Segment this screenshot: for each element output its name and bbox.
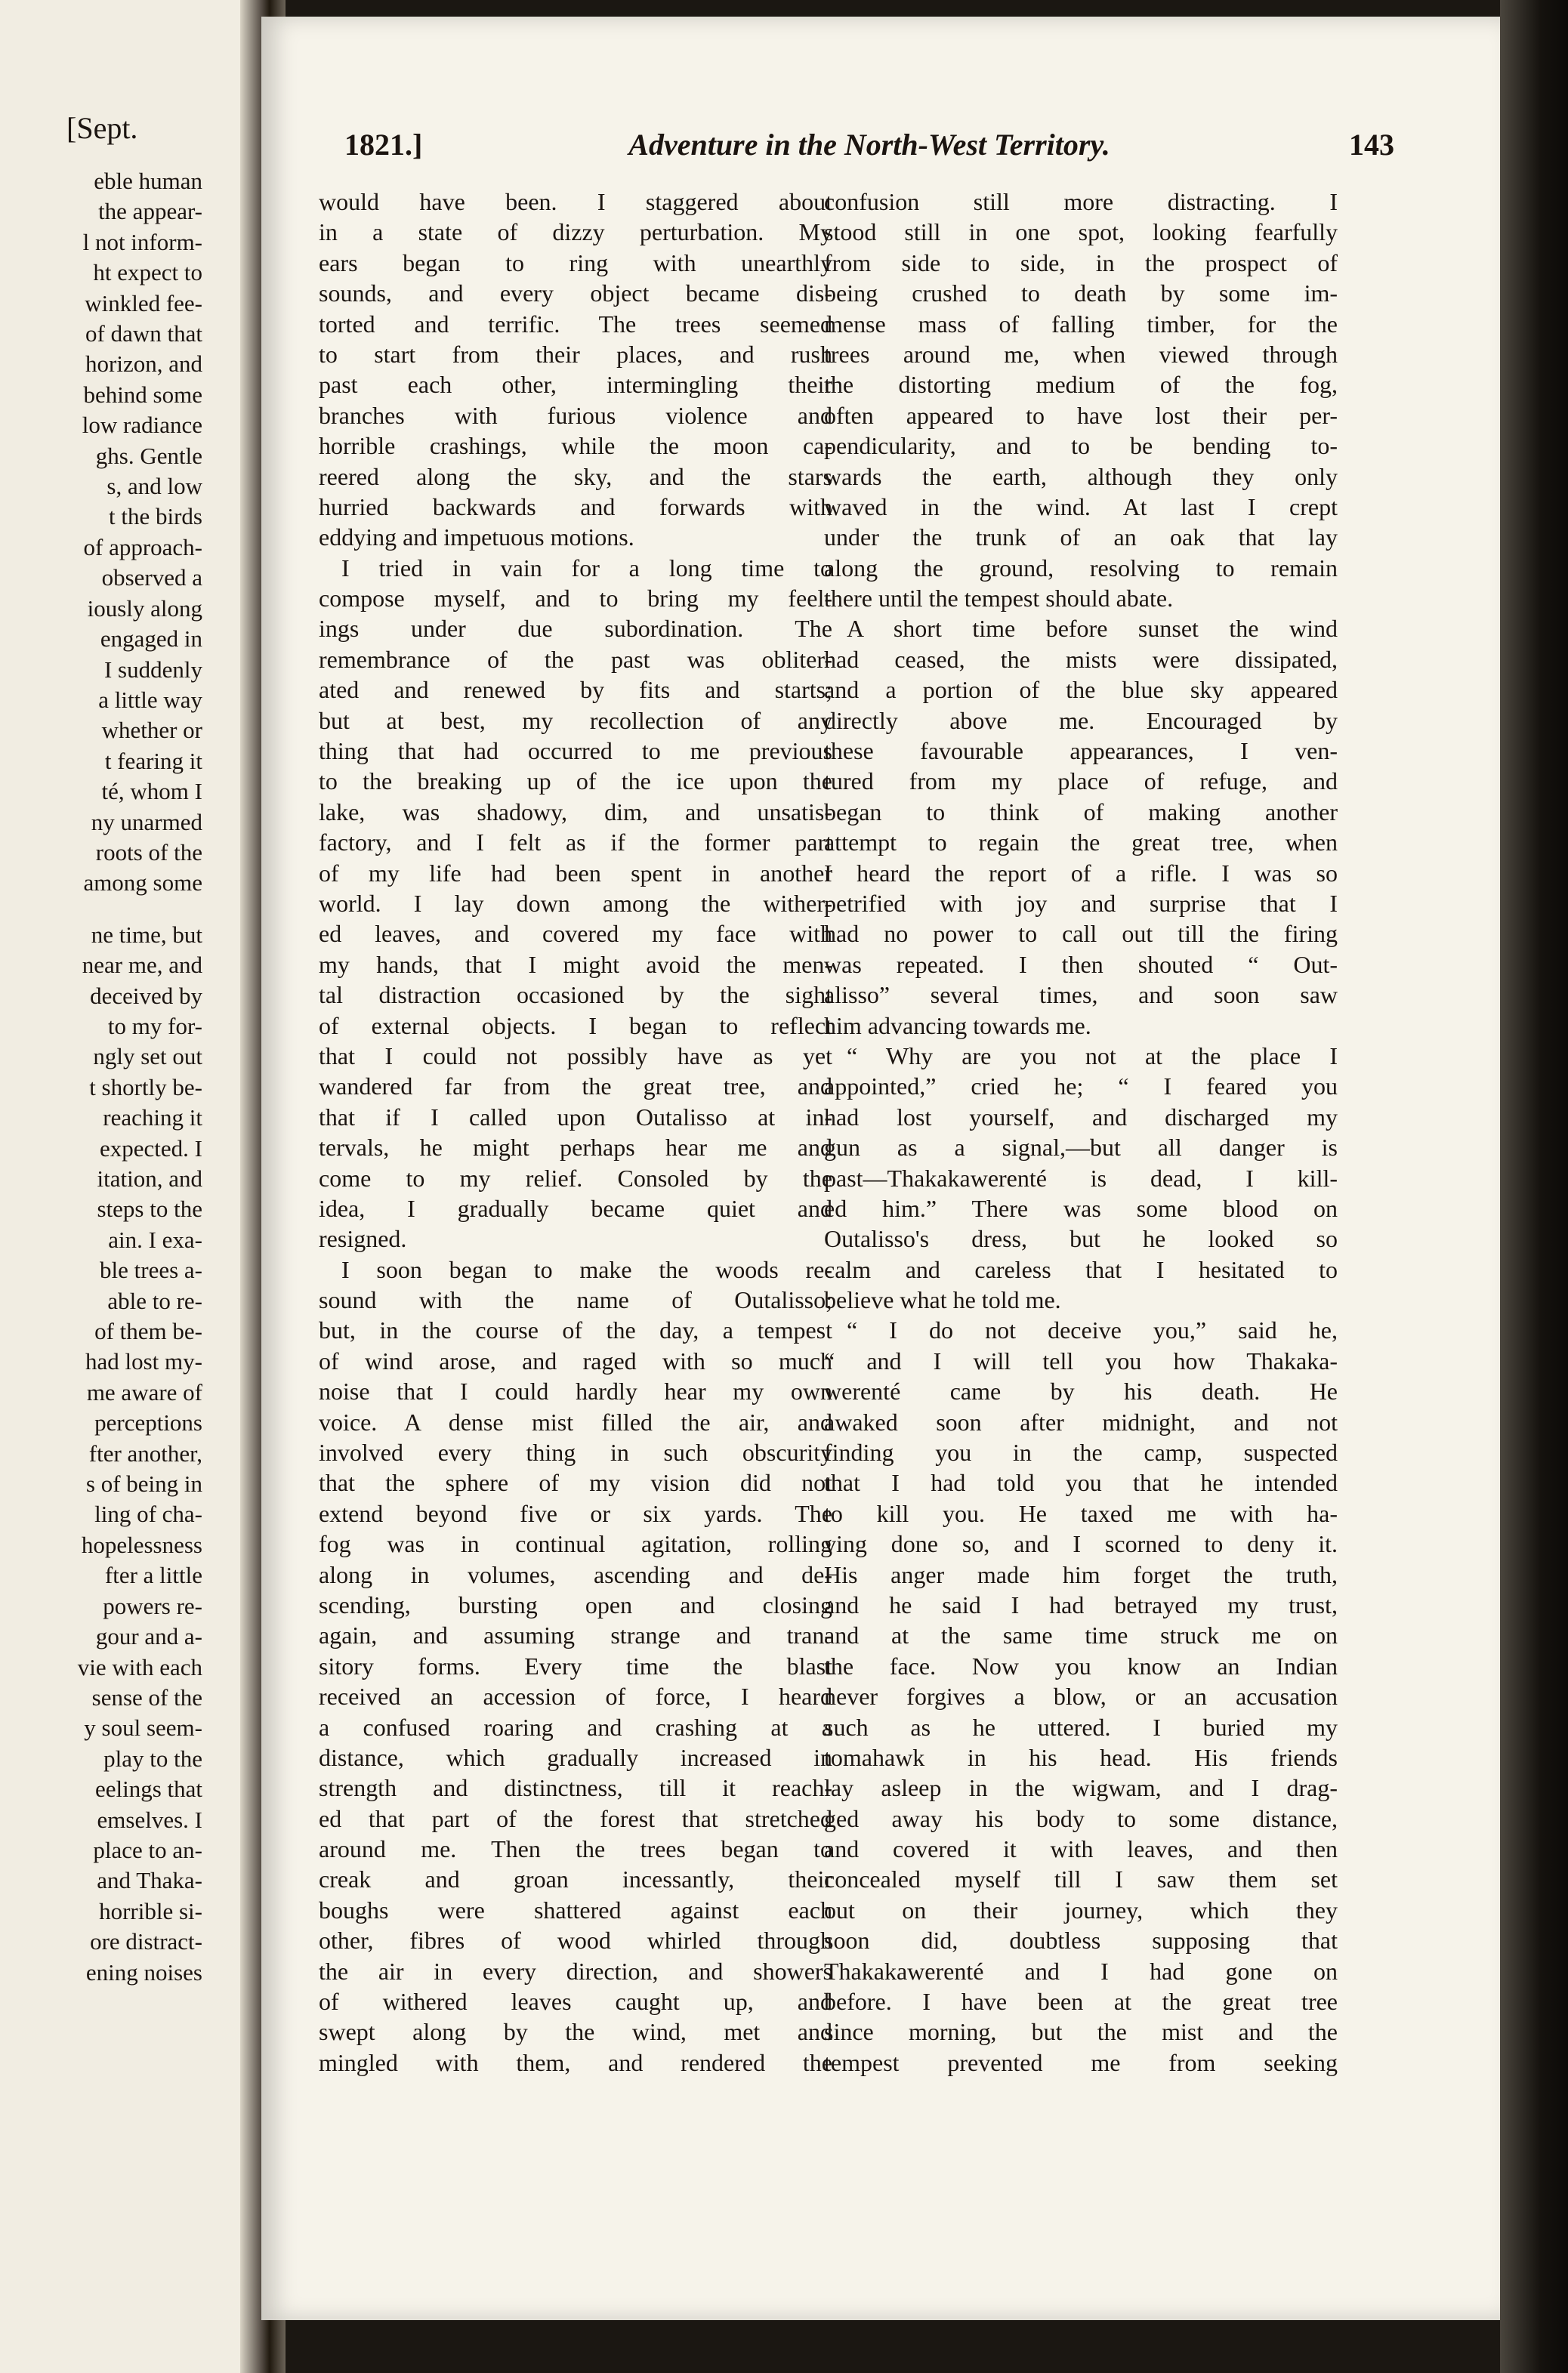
text-line: boughs were shattered against each bbox=[319, 1896, 832, 1924]
text-line: began to think of making another bbox=[824, 798, 1338, 825]
left-page-line: behind some bbox=[83, 381, 202, 408]
left-page-line: among some bbox=[83, 869, 202, 896]
text-line: of my life had been spent in another bbox=[319, 859, 832, 887]
text-line: had ceased, the mists were dissipated, bbox=[824, 645, 1338, 673]
text-line: I heard the report of a rifle. I was so bbox=[824, 859, 1338, 887]
left-page-line: ne time, but bbox=[91, 921, 202, 948]
left-page-line: sense of the bbox=[91, 1683, 202, 1711]
text-line: His anger made him forget the truth, bbox=[824, 1560, 1338, 1588]
left-page-text bbox=[0, 166, 202, 1988]
text-line: voice. A dense mist filled the air, and bbox=[319, 1408, 832, 1436]
left-page-line: ling of cha- bbox=[94, 1501, 202, 1528]
text-line: these favourable appearances, I ven- bbox=[824, 737, 1338, 765]
text-line: to kill you. He taxed me with ha- bbox=[824, 1499, 1338, 1527]
text-line: alisso” several times, and soon saw bbox=[824, 981, 1338, 1009]
left-page-line: of approach- bbox=[83, 533, 202, 560]
text-line: ated and renewed by fits and starts; bbox=[319, 676, 832, 704]
left-page-line: perceptions bbox=[94, 1409, 202, 1436]
text-line: and a portion of the blue sky appeared bbox=[824, 676, 1338, 704]
left-page-line: whether or bbox=[101, 717, 202, 744]
left-page-line: observed a bbox=[101, 564, 202, 591]
running-head bbox=[344, 130, 1394, 168]
text-line: that if I called upon Outalisso at in- bbox=[319, 1103, 832, 1131]
page bbox=[261, 17, 1500, 2320]
text-line: confusion still more distracting. I bbox=[824, 188, 1338, 215]
left-page-line: emselves. I bbox=[97, 1806, 202, 1833]
text-line: sound with the name of Outalisso; bbox=[319, 1286, 832, 1314]
left-page-line: t fearing it bbox=[104, 747, 202, 774]
text-line: distance, which gradually increased in bbox=[319, 1743, 832, 1771]
running-head-title: Adventure in the North-West Territory. bbox=[628, 128, 1110, 162]
text-line: in a state of dizzy perturbation. My bbox=[319, 218, 832, 246]
left-page-line: ore distract- bbox=[90, 1928, 202, 1955]
left-page-line: to my for- bbox=[107, 1012, 202, 1039]
text-line: creak and groan incessantly, their bbox=[319, 1865, 832, 1893]
left-page-line: l not inform- bbox=[82, 228, 202, 255]
text-line: mense mass of falling timber, for the bbox=[824, 310, 1338, 338]
text-line: ged away his body to some distance, bbox=[824, 1804, 1338, 1832]
text-line: ed that part of the forest that stretched bbox=[319, 1804, 832, 1832]
text-line: swept along by the wind, met and bbox=[319, 2018, 832, 2046]
text-line: sitory forms. Every time the blast bbox=[319, 1652, 832, 1680]
left-page-line: a little way bbox=[98, 686, 202, 713]
text-line: other, fibres of wood whirled through bbox=[319, 1927, 832, 1955]
text-line: that the sphere of my vision did not bbox=[319, 1469, 832, 1497]
text-line: ed leaves, and covered my face with bbox=[319, 920, 832, 948]
text-line: “ I do not deceive you,” said he, bbox=[847, 1316, 1338, 1344]
text-line: of wind arose, and raged with so much bbox=[319, 1347, 832, 1375]
left-page-line: fter another, bbox=[88, 1440, 202, 1467]
text-line: strength and distinctness, till it reach- bbox=[319, 1774, 832, 1802]
left-page-line: y soul seem- bbox=[84, 1714, 202, 1742]
left-page-line: horrible si- bbox=[99, 1897, 202, 1924]
text-line: past each other, intermingling their bbox=[319, 371, 832, 399]
text-line: had lost yourself, and discharged my bbox=[824, 1103, 1338, 1131]
text-line: torted and terrific. The trees seemed bbox=[319, 310, 832, 338]
left-page-line: play to the bbox=[103, 1745, 202, 1772]
left-page-line: t the birds bbox=[109, 503, 202, 530]
text-line: directly above me. Encouraged by bbox=[824, 706, 1338, 734]
left-page-line: me aware of bbox=[86, 1378, 202, 1406]
text-line: petrified with joy and surprise that I bbox=[824, 889, 1338, 917]
left-page-line: ening noises bbox=[85, 1958, 202, 1986]
left-page-line bbox=[0, 899, 202, 920]
text-line: waved in the wind. At last I crept bbox=[824, 492, 1338, 520]
text-line: A short time before sunset the wind bbox=[847, 615, 1338, 643]
text-line: since morning, but the mist and the bbox=[824, 2018, 1338, 2046]
text-column-left bbox=[319, 187, 832, 2078]
text-line: ving done so, and I scorned to deny it. bbox=[824, 1530, 1338, 1558]
left-page-line: ngly set out bbox=[93, 1043, 202, 1070]
text-line: ears began to ring with unearthly bbox=[319, 248, 832, 276]
text-line: tal distraction occasioned by the sight bbox=[319, 981, 832, 1009]
text-line: a confused roaring and crashing at a bbox=[319, 1713, 832, 1741]
text-line: my hands, that I might avoid the men- bbox=[319, 950, 832, 978]
text-line: from side to side, in the prospect of bbox=[824, 248, 1338, 276]
text-column-right bbox=[824, 187, 1338, 2078]
left-page-line: reaching it bbox=[103, 1104, 202, 1131]
text-line: tervals, he might perhaps hear me and bbox=[319, 1134, 832, 1162]
text-line: horrible crashings, while the moon ca- bbox=[319, 432, 832, 460]
text-line: received an accession of force, I heard bbox=[319, 1683, 832, 1711]
text-line: wards the earth, although they only bbox=[824, 462, 1338, 490]
text-line: “ and I will tell you how Thakaka- bbox=[824, 1347, 1338, 1375]
text-line: “ Why are you not at the place I bbox=[847, 1041, 1338, 1069]
left-page-line: winkled fee- bbox=[85, 289, 202, 316]
left-page-line: vie with each bbox=[77, 1653, 202, 1680]
text-line: around me. Then the trees began to bbox=[319, 1835, 832, 1863]
left-page-line: I suddenly bbox=[103, 656, 202, 683]
text-line: Thakakawerenté and I had gone on bbox=[824, 1957, 1338, 1985]
text-line: pendicularity, and to be bending to- bbox=[824, 432, 1338, 460]
text-line: idea, I gradually became quiet and bbox=[319, 1194, 832, 1222]
text-line: concealed myself till I saw them set bbox=[824, 1865, 1338, 1893]
text-line: thing that had occurred to me previous bbox=[319, 737, 832, 765]
text-line: of withered leaves caught up, and bbox=[319, 1988, 832, 2016]
left-page-line: ghs. Gentle bbox=[95, 442, 202, 469]
text-line: calm and careless that I hesitated to bbox=[824, 1255, 1338, 1283]
left-page-line: of them be- bbox=[94, 1318, 202, 1345]
text-line: remembrance of the past was obliter- bbox=[319, 645, 832, 673]
text-line: the face. Now you know an Indian bbox=[824, 1652, 1338, 1680]
left-page-line: steps to the bbox=[97, 1196, 202, 1223]
text-line: had no power to call out till the firing bbox=[824, 920, 1338, 948]
left-page-line: eble human bbox=[94, 168, 202, 194]
left-page-line: had lost my- bbox=[85, 1348, 202, 1375]
text-line: and at the same time struck me on bbox=[824, 1622, 1338, 1649]
text-line: stood still in one spot, looking fearfully bbox=[824, 218, 1338, 246]
text-line: him advancing towards me. bbox=[824, 1011, 1091, 1039]
left-page-line: of dawn that bbox=[85, 320, 202, 347]
text-line: fog was in continual agitation, rolling bbox=[319, 1530, 832, 1558]
text-line: noise that I could hardly hear my own bbox=[319, 1378, 832, 1406]
left-page-line: low radiance bbox=[82, 412, 202, 439]
text-line: there until the tempest should abate. bbox=[824, 585, 1174, 613]
text-line: werenté came by his death. He bbox=[824, 1378, 1338, 1406]
left-page-line: t shortly be- bbox=[89, 1073, 202, 1100]
text-line: under the trunk of an oak that lay bbox=[824, 523, 1338, 551]
left-page-line: deceived by bbox=[90, 982, 202, 1009]
text-line: tured from my place of refuge, and bbox=[824, 767, 1338, 795]
text-line: such as he uttered. I buried my bbox=[824, 1713, 1338, 1741]
text-line: hurried backwards and forwards with bbox=[319, 492, 832, 520]
left-page-line: expected. I bbox=[100, 1134, 202, 1162]
left-page-line: the appear- bbox=[98, 198, 202, 225]
left-page-line: hopelessness bbox=[81, 1531, 202, 1558]
text-line: often appeared to have lost their per- bbox=[824, 401, 1338, 429]
text-line: trees around me, when viewed through bbox=[824, 340, 1338, 368]
text-line: factory, and I felt as if the former part bbox=[319, 829, 832, 856]
text-line: attempt to regain the great tree, when bbox=[824, 829, 1338, 856]
left-page-line: s, and low bbox=[106, 473, 202, 500]
text-line: out on their journey, which they bbox=[824, 1896, 1338, 1924]
text-line: extend beyond five or six yards. The bbox=[319, 1499, 832, 1527]
running-head-year: 1821.] bbox=[344, 128, 423, 162]
text-line: the distorting medium of the fog, bbox=[824, 371, 1338, 399]
text-line: awaked soon after midnight, and not bbox=[824, 1408, 1338, 1436]
text-line: but, in the course of the day, a tempest bbox=[319, 1316, 832, 1344]
text-line: eddying and impetuous motions. bbox=[319, 523, 634, 551]
left-page-line: té, whom I bbox=[101, 778, 202, 805]
text-line: finding you in the camp, suspected bbox=[824, 1439, 1338, 1467]
text-line: sounds, and every object became dis- bbox=[319, 279, 832, 307]
text-line: involved every thing in such obscurity bbox=[319, 1439, 832, 1467]
left-page-line: ain. I exa- bbox=[108, 1226, 202, 1253]
left-page-line: engaged in bbox=[100, 625, 202, 653]
left-page-line: and Thaka- bbox=[97, 1867, 202, 1894]
page-number: 143 bbox=[1349, 128, 1394, 162]
left-page-line: ny unarmed bbox=[91, 808, 202, 835]
left-page-line: eelings that bbox=[94, 1776, 202, 1803]
text-line: the air in every direction, and showers bbox=[319, 1957, 832, 1985]
text-line: along in volumes, ascending and de- bbox=[319, 1560, 832, 1588]
left-page-line: ble trees a- bbox=[100, 1257, 202, 1284]
left-page-line: ht expect to bbox=[93, 259, 202, 286]
text-line: resigned. bbox=[319, 1225, 407, 1253]
text-line: again, and assuming strange and tran- bbox=[319, 1622, 832, 1649]
text-line: but at best, my recollection of any bbox=[319, 706, 832, 734]
left-page-line: fter a little bbox=[104, 1562, 202, 1589]
text-line: that I could not possibly have as yet bbox=[319, 1041, 832, 1069]
scan-edge bbox=[1500, 0, 1568, 2373]
text-line: being crushed to death by some im- bbox=[824, 279, 1338, 307]
text-line: scending, bursting open and closing bbox=[319, 1591, 832, 1619]
left-page-line: itation, and bbox=[97, 1165, 202, 1192]
text-line: tomahawk in his head. His friends bbox=[824, 1743, 1338, 1771]
text-line: lay asleep in the wigwam, and I drag- bbox=[824, 1774, 1338, 1802]
left-page-line: gour and a- bbox=[95, 1623, 202, 1650]
text-line: believe what he told me. bbox=[824, 1286, 1061, 1314]
text-line: compose myself, and to bring my feel- bbox=[319, 585, 832, 613]
text-line: tempest prevented me from seeking bbox=[824, 2048, 1338, 2076]
text-line: soon did, doubtless supposing that bbox=[824, 1927, 1338, 1955]
left-page-fragment bbox=[0, 0, 249, 2373]
text-line: appointed,” cried he; “ I feared you bbox=[824, 1072, 1338, 1100]
left-page-line: near me, and bbox=[82, 952, 202, 979]
text-line: I soon began to make the woods re- bbox=[341, 1255, 832, 1283]
left-page-line: horizon, and bbox=[85, 350, 202, 378]
left-page-line: powers re- bbox=[103, 1592, 202, 1619]
text-line: branches with furious violence and bbox=[319, 401, 832, 429]
left-page-line: place to an- bbox=[93, 1836, 202, 1863]
left-page-line: s of being in bbox=[85, 1470, 202, 1498]
text-line: before. I have been at the great tree bbox=[824, 1988, 1338, 2016]
text-line: to start from their places, and rush bbox=[319, 340, 832, 368]
text-line: and covered it with leaves, and then bbox=[824, 1835, 1338, 1863]
text-line: reered along the sky, and the stars bbox=[319, 462, 832, 490]
left-page-line: iously along bbox=[87, 594, 202, 622]
text-line: would have been. I staggered about bbox=[319, 188, 832, 215]
text-line: of external objects. I began to reflect bbox=[319, 1011, 832, 1039]
text-line: wandered far from the great tree, and bbox=[319, 1072, 832, 1100]
text-line: mingled with them, and rendered the bbox=[319, 2048, 832, 2076]
text-line: that I had told you that he intended bbox=[824, 1469, 1338, 1497]
text-line: world. I lay down among the wither- bbox=[319, 889, 832, 917]
text-line: I tried in vain for a long time to bbox=[341, 554, 832, 582]
text-line: gun as a signal,—but all danger is bbox=[824, 1134, 1338, 1162]
text-line: was repeated. I then shouted “ Out- bbox=[824, 950, 1338, 978]
text-line: and he said I had betrayed my trust, bbox=[824, 1591, 1338, 1619]
text-line: ings under due subordination. The bbox=[319, 615, 832, 643]
text-line: Outalisso's dress, but he looked so bbox=[824, 1225, 1338, 1253]
text-line: past—Thakakawerenté is dead, I kill- bbox=[824, 1164, 1338, 1192]
text-line: along the ground, resolving to remain bbox=[824, 554, 1338, 582]
left-page-running-head: [Sept. bbox=[66, 111, 138, 145]
text-line: lake, was shadowy, dim, and unsatis- bbox=[319, 798, 832, 825]
text-line: come to my relief. Consoled by the bbox=[319, 1164, 832, 1192]
text-line: never forgives a blow, or an accusation bbox=[824, 1683, 1338, 1711]
text-line: to the breaking up of the ice upon the bbox=[319, 767, 832, 795]
left-page-line: roots of the bbox=[95, 838, 202, 866]
left-page-line: able to re- bbox=[107, 1287, 202, 1314]
text-line: ed him.” There was some blood on bbox=[824, 1194, 1338, 1222]
